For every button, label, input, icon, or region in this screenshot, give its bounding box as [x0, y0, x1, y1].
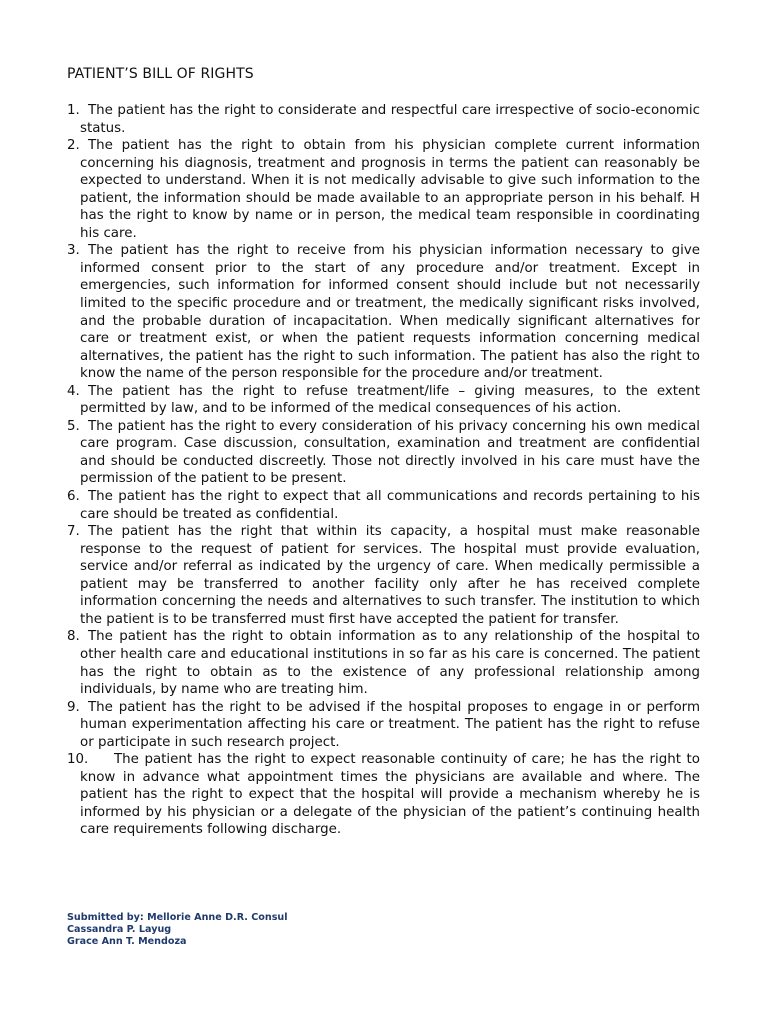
right-text: The patient has the right to obtain from his physician complete current information concerning his diagnosis, treatment and prognosis in terms the patient can reasonably be expected to understand. When it is not medically advisable to give such information to the patient, the information should be made available to an appropriate person in his behalf. H has the right to know by name or in person, the medical team responsible in coordinating his care.: [80, 138, 700, 241]
right-text: The patient has the right to expect that all communications and records pertaining to his care should be treated as confidential.: [80, 489, 700, 522]
author-name: Grace Ann T. Mendoza: [67, 936, 187, 947]
right-text: The patient has the right to obtain information as to any relationship of the hospital to other health care and educational institutions in so far as his care is concerned. The patient has the right to obtain as to the existence of any professional relationship among individuals, by name who are treating him.: [80, 629, 700, 698]
right-number: 2.: [67, 138, 80, 154]
right-text: The patient has the right to refuse treatment/life – giving measures, to the extent permitted by law, and to be informed of the medical consequences of his action.: [80, 383, 700, 417]
right-text: The patient has the right to expect reasonable continuity of care; he has the right to know in advance what appointment times the physicians are available and where. The patient has the right to expect that the hospital will provide a mechanism whereby he is informed by his physician or a delegate of the physician of the patient’s continuing health care requirements following discharge.: [80, 752, 700, 838]
submitted-by-line: Submitted by: Mellorie Anne D.R. Consul: [67, 912, 288, 923]
right-number: 4.: [67, 383, 80, 399]
right-number: 5.: [67, 418, 80, 434]
right-number: 6.: [67, 489, 80, 505]
right-text: The patient has the right to every consideration of his privacy concerning his own medical care program. Case discussion, consultation, examination and treatment are confidential and should be conducted discreetly. Those not directly involved in his care must have the permission of the patient to be present.: [80, 418, 700, 487]
right-item-1: [67, 102, 700, 137]
submitted-by-block: [67, 912, 288, 948]
right-text: The patient has the right to considerate and respectful care irrespective of socio-economic status.: [80, 103, 700, 136]
right-number: 7.: [67, 524, 80, 540]
right-item-9: [67, 699, 700, 752]
right-number: 1.: [67, 103, 80, 118]
document-title: PATIENT’S BILL OF RIGHTS: [67, 66, 254, 82]
right-item-3: [67, 242, 700, 382]
right-number: 3.: [67, 243, 80, 259]
right-item-6: [67, 488, 700, 523]
right-item-5: [67, 418, 700, 488]
right-number: 9.: [67, 699, 80, 715]
right-item-8: [67, 628, 700, 698]
right-number: 10.: [67, 752, 89, 768]
right-item-2: [67, 137, 700, 242]
right-text: The patient has the right to receive from his physician information necessary to give informed consent prior to the start of any procedure and/or treatment. Except in emergencies, such information for informed consent should include but not necessarily limited to the specific procedure and or treatment, the medically significant risks involved, and the probable duration of incapacitation. When medically significant alternatives for care or treatment exist, or when the patient requests information concerning medical alternatives, the patient has the right to such information. The patient has also the right to know the name of the person responsible for the procedure and/or treatment.: [80, 243, 700, 382]
right-text: The patient has the right to be advised if the hospital proposes to engage in or perform human experimentation affecting his care or treatment. The patient has the right to refuse or participate in such research project.: [80, 699, 700, 750]
rights-list: [67, 102, 700, 839]
right-item-4: [67, 383, 700, 418]
author-name: Cassandra P. Layug: [67, 924, 172, 935]
right-text: The patient has the right that within its capacity, a hospital must make reasonable response to the request of patient for services. The hospital must provide evaluation, service and/or referral as indicated by the urgency of care. When medically permissible a patient may be transferred to another facility only after he has received complete information concerning the needs and alternatives to such transfer. The institution to which the patient is to be transferred must first have accepted the patient for transfer.: [80, 524, 700, 627]
right-item-7: [67, 523, 700, 628]
right-number: 8.: [67, 629, 80, 645]
right-item-10: [67, 751, 700, 839]
